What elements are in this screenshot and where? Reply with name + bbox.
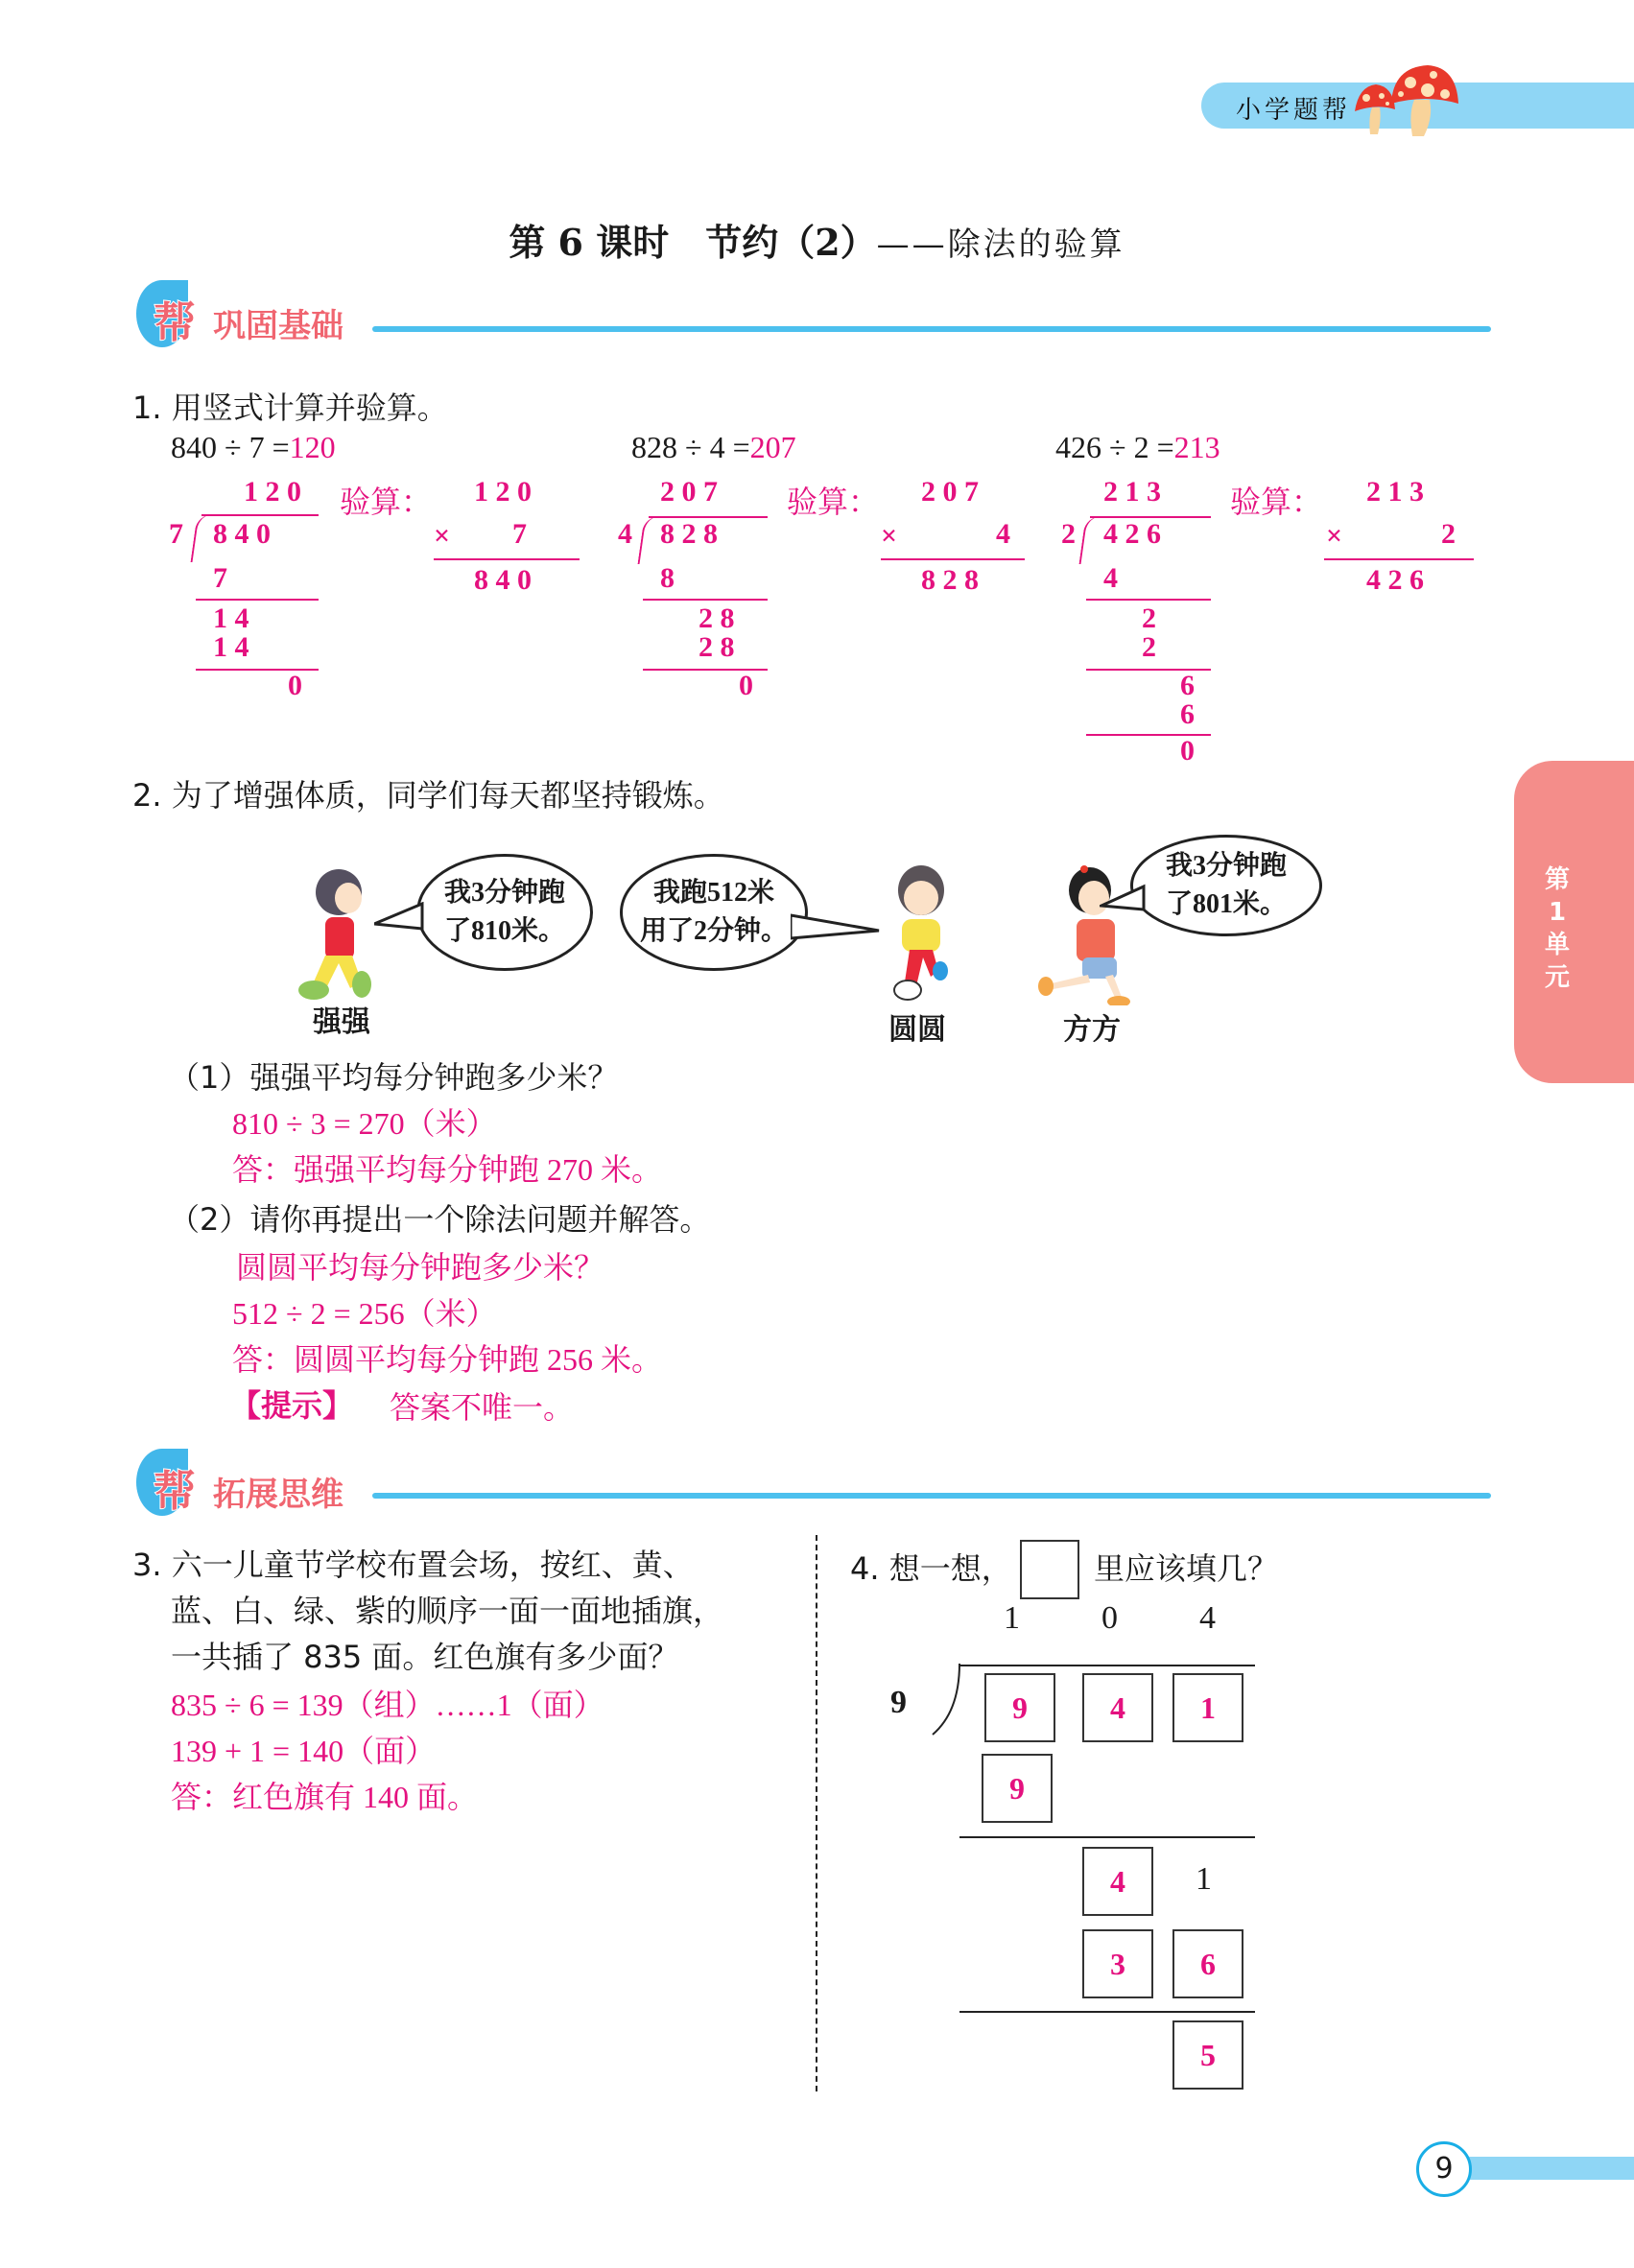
q4-product-box[interactable]: 9 [982,1754,1053,1823]
mushroom-icon [1353,59,1468,146]
q1a-check-top: 1 2 0 [474,476,532,508]
unit-tab-label: 第 1 单 元 [1544,865,1570,992]
q4-product-box[interactable]: 6 [1172,1929,1243,1998]
speech-bubble-fangfang: 我3分钟跑 了801米。 [1130,835,1322,936]
hint-text: 答案不唯一。 [390,1390,575,1425]
page-number: 9 [1416,2141,1472,2197]
q1c-dividend: 4 2 6 [1103,518,1161,550]
character-name-yuanyuan: 圆圆 [888,1013,946,1047]
hint-label: 【提示】 [230,1387,354,1424]
character-name-fangfang: 方方 [1063,1013,1121,1047]
q4-prompt-start: 4. 想一想， [850,1550,1012,1587]
q4-prompt-end: 里应该填几？ [1094,1550,1279,1587]
multiply-sign-icon: × [1326,520,1343,552]
q4-quotient-digit: 1 [1004,1600,1020,1636]
blank-box-icon [1020,1540,1079,1599]
q3-line-2: 蓝、白、绿、紫的顺序一面一面地插旗， [171,1593,724,1629]
q2-sub2-question: （2）请你再提出一个除法问题并解答。 [169,1201,711,1238]
q1a-dividend: 8 4 0 [213,518,271,550]
question-1-prompt: 1. 用竖式计算并验算。 [132,390,448,426]
page-title: 第 6 课时 节约（2）——除法的验算 [509,221,1125,264]
q1b-dividend: 8 2 8 [660,518,718,550]
q1b-check-result: 8 2 8 [921,564,979,596]
q1a-step: 7 [213,562,227,594]
multiply-sign-icon: × [881,520,898,552]
q1b-answer: 207 [749,430,796,464]
q1a-step: 0 [288,670,302,701]
section-badge-text: 帮 [154,298,196,347]
q4-quotient-digit: 0 [1101,1600,1118,1636]
girl-yuanyuan-illustration [881,862,958,1005]
q1b-step: 0 [739,670,753,701]
bubble-tail [374,902,432,931]
q4-remainder-box[interactable]: 4 [1082,1847,1153,1916]
q2-sub1-question: （1）强强平均每分钟跑多少米？ [169,1059,619,1096]
q1b-divisor: 4 [618,518,632,550]
brand-label: 小学题帮 [1236,96,1352,125]
q3-calc-1: 835 ÷ 6 = 139（组）……1（面） [171,1688,604,1722]
q4-dividend-box[interactable]: 9 [984,1673,1055,1742]
speech-bubble-qiangqiang: 我3分钟跑 了810米。 [416,854,593,971]
q4-final-remainder-box[interactable]: 5 [1172,2020,1243,2090]
q1a-step: 1 4 [213,631,249,663]
q1c-check-line [1324,558,1474,560]
q1c-check-result: 4 2 6 [1366,564,1424,596]
q4-quotient-digit: 4 [1199,1600,1216,1636]
q1c-expression: 426 ÷ 2 =213 [1055,430,1220,464]
q1a-step-line [196,599,319,601]
q4-dividend-box[interactable]: 1 [1172,1673,1243,1742]
section-divider [372,326,1491,332]
character-name-qiangqiang: 强强 [313,1005,370,1039]
q4-step-line [959,2011,1255,2013]
q1a-check-result: 8 4 0 [474,564,532,596]
q2-sub2-answer: 答：圆圆平均每分钟跑 256 米。 [232,1342,663,1377]
section-divider [372,1493,1491,1499]
speech-bubble-yuanyuan: 我跑512米 用了2分钟。 [620,854,808,971]
q1c-check-top: 2 1 3 [1366,476,1424,508]
boy-qiangqiang-illustration [293,863,389,1003]
q4-division-bar [959,1665,1255,1666]
q4-product-box[interactable]: 3 [1082,1929,1153,1998]
q1a-step: 1 4 [213,602,249,634]
q3-answer: 答：红色旗有 140 面。 [171,1780,479,1814]
q1a-division-bracket [190,514,214,562]
q1c-step: 4 [1103,562,1118,594]
q1a-verify-label: 验算： [340,484,433,520]
q2-sub1-answer: 答：强强平均每分钟跑 270 米。 [232,1152,663,1187]
q4-brought-down-digit: 1 [1196,1861,1212,1897]
q1c-step: 2 [1142,631,1156,663]
q1b-step: 8 [660,562,675,594]
q2-sub1-calc: 810 ÷ 3 = 270（米） [232,1106,497,1141]
q4-step-line [959,1836,1255,1838]
section-badge-text: 帮 [154,1467,196,1516]
q3-calc-2: 139 + 1 = 140（面） [171,1734,437,1768]
q2-sub2-own-question: 圆圆平均每分钟跑多少米？ [236,1250,605,1285]
q1a-quotient: 1 2 0 [244,476,301,508]
q1c-answer: 213 [1173,430,1220,464]
q1a-check-line [434,558,580,560]
q1a-answer: 120 [289,430,336,464]
q1c-verify-label: 验算： [1230,484,1323,520]
q1b-step: 2 8 [699,631,735,663]
q1c-divisor: 2 [1061,518,1076,550]
q1a-division-bar [201,514,319,516]
q1c-step: 0 [1180,735,1195,767]
q1b-step: 2 8 [699,602,735,634]
section-title-basics: 巩固基础 [213,307,343,345]
q1b-check-line [881,558,1025,560]
q1c-step: 6 [1180,698,1195,730]
bubble-tail [1100,883,1148,911]
column-divider [816,1535,817,2091]
q1c-check-factor: 2 [1441,518,1456,550]
section-title-extend: 拓展思维 [213,1476,343,1514]
bubble-tail [791,911,887,940]
q1c-step: 6 [1180,670,1195,701]
q1a-expression: 840 ÷ 7 =120 [171,430,336,464]
q1c-step: 2 [1142,602,1156,634]
q1b-division-bracket [637,516,661,564]
q1b-check-factor: 4 [996,518,1010,550]
q1c-quotient: 2 1 3 [1103,476,1161,508]
q4-divisor: 9 [890,1685,907,1720]
q1a-divisor: 7 [169,518,183,550]
q1b-step-line [643,599,768,601]
q1b-expression: 828 ÷ 4 =207 [631,430,796,464]
q3-line-3: 一共插了 835 面。红色旗有多少面？ [171,1639,679,1675]
q1b-verify-label: 验算： [787,484,880,520]
page-subtitle: 除法的验算 [947,225,1125,264]
question-2-prompt: 2. 为了增强体质，同学们每天都坚持锻炼。 [132,777,724,814]
q4-dividend-box[interactable]: 4 [1082,1673,1153,1742]
q1c-division-bracket [1078,516,1102,564]
q1c-step-line [1086,599,1211,601]
q2-sub2-calc: 512 ÷ 2 = 256（米） [232,1296,497,1331]
q4-division-bracket [931,1664,963,1736]
q1b-quotient: 2 0 7 [660,476,718,508]
q1a-check-factor: 7 [512,518,527,550]
q3-line-1: 3. 六一儿童节学校布置会场，按红、黄、 [132,1547,694,1583]
multiply-sign-icon: × [434,520,451,552]
q1b-check-top: 2 0 7 [921,476,979,508]
